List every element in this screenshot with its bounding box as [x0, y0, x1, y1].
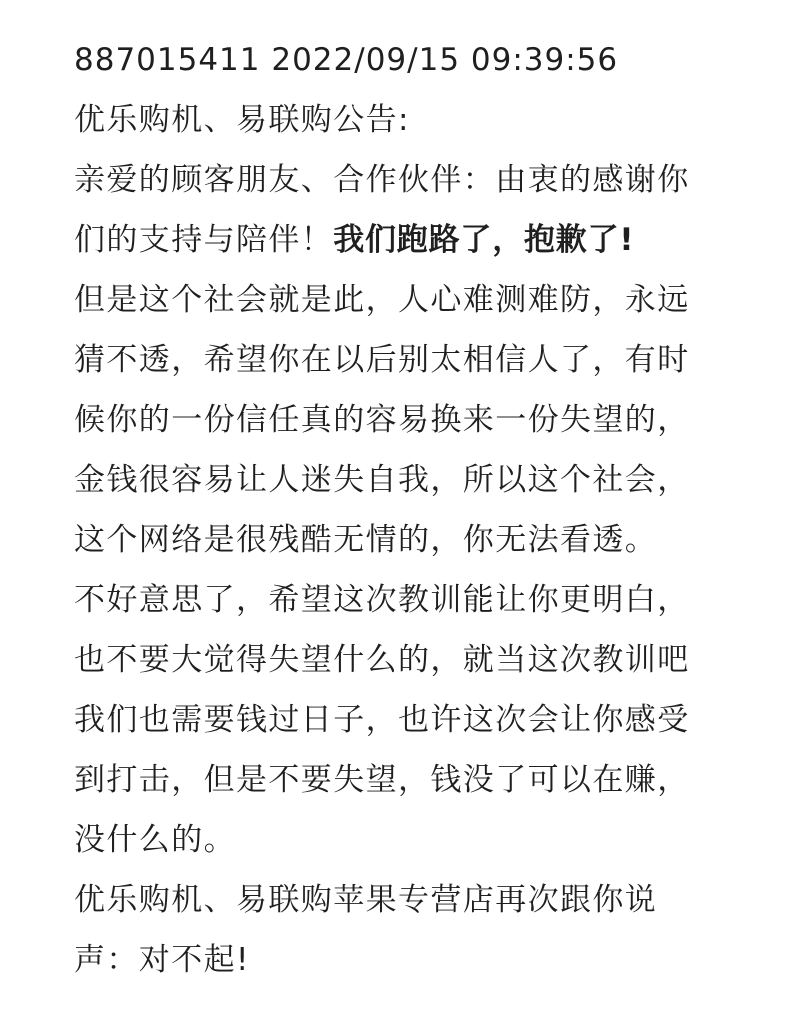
announcement-line-10: 我们也需要钱过日子，也许这次会让你感受: [74, 702, 690, 738]
announcement-line-14: 声：对不起!: [74, 942, 250, 978]
announcement-line-3: 但是这个社会就是此，人心难测难防，永远: [74, 282, 690, 318]
announcement-line-7: 这个网络是很残酷无情的，你无法看透。: [74, 522, 658, 558]
announcement-title: 优乐购机、易联购公告:: [74, 102, 410, 138]
header-id-timestamp: 887015411 2022/09/15 09:39:56: [74, 42, 619, 78]
announcement-line-9: 也不要大觉得失望什么的，就当这次教训吧: [74, 642, 690, 678]
announcement-line-6: 金钱很容易让人迷失自我，所以这个社会，: [74, 462, 690, 498]
announcement-line-2-bold: 我们跑路了，抱歉了!: [333, 222, 635, 258]
announcement-line-4: 猜不透，希望你在以后别太相信人了，有时: [74, 342, 690, 378]
announcement-line-2-prefix: 们的支持与陪伴！: [74, 222, 334, 258]
announcement-line-1: 亲爱的顾客朋友、合作伙伴：由衷的感谢你: [74, 162, 690, 198]
announcement-line-13: 优乐购机、易联购苹果专营店再次跟你说: [74, 882, 658, 918]
announcement-line-12: 没什么的。: [74, 822, 236, 858]
announcement-line-2: [74, 220, 634, 260]
announcement-line-8: 不好意思了，希望这次教训能让你更明白，: [74, 582, 690, 618]
announcement-line-5: 候你的一份信任真的容易换来一份失望的，: [74, 402, 690, 438]
announcement-line-11: 到打击，但是不要失望，钱没了可以在赚，: [74, 762, 690, 798]
